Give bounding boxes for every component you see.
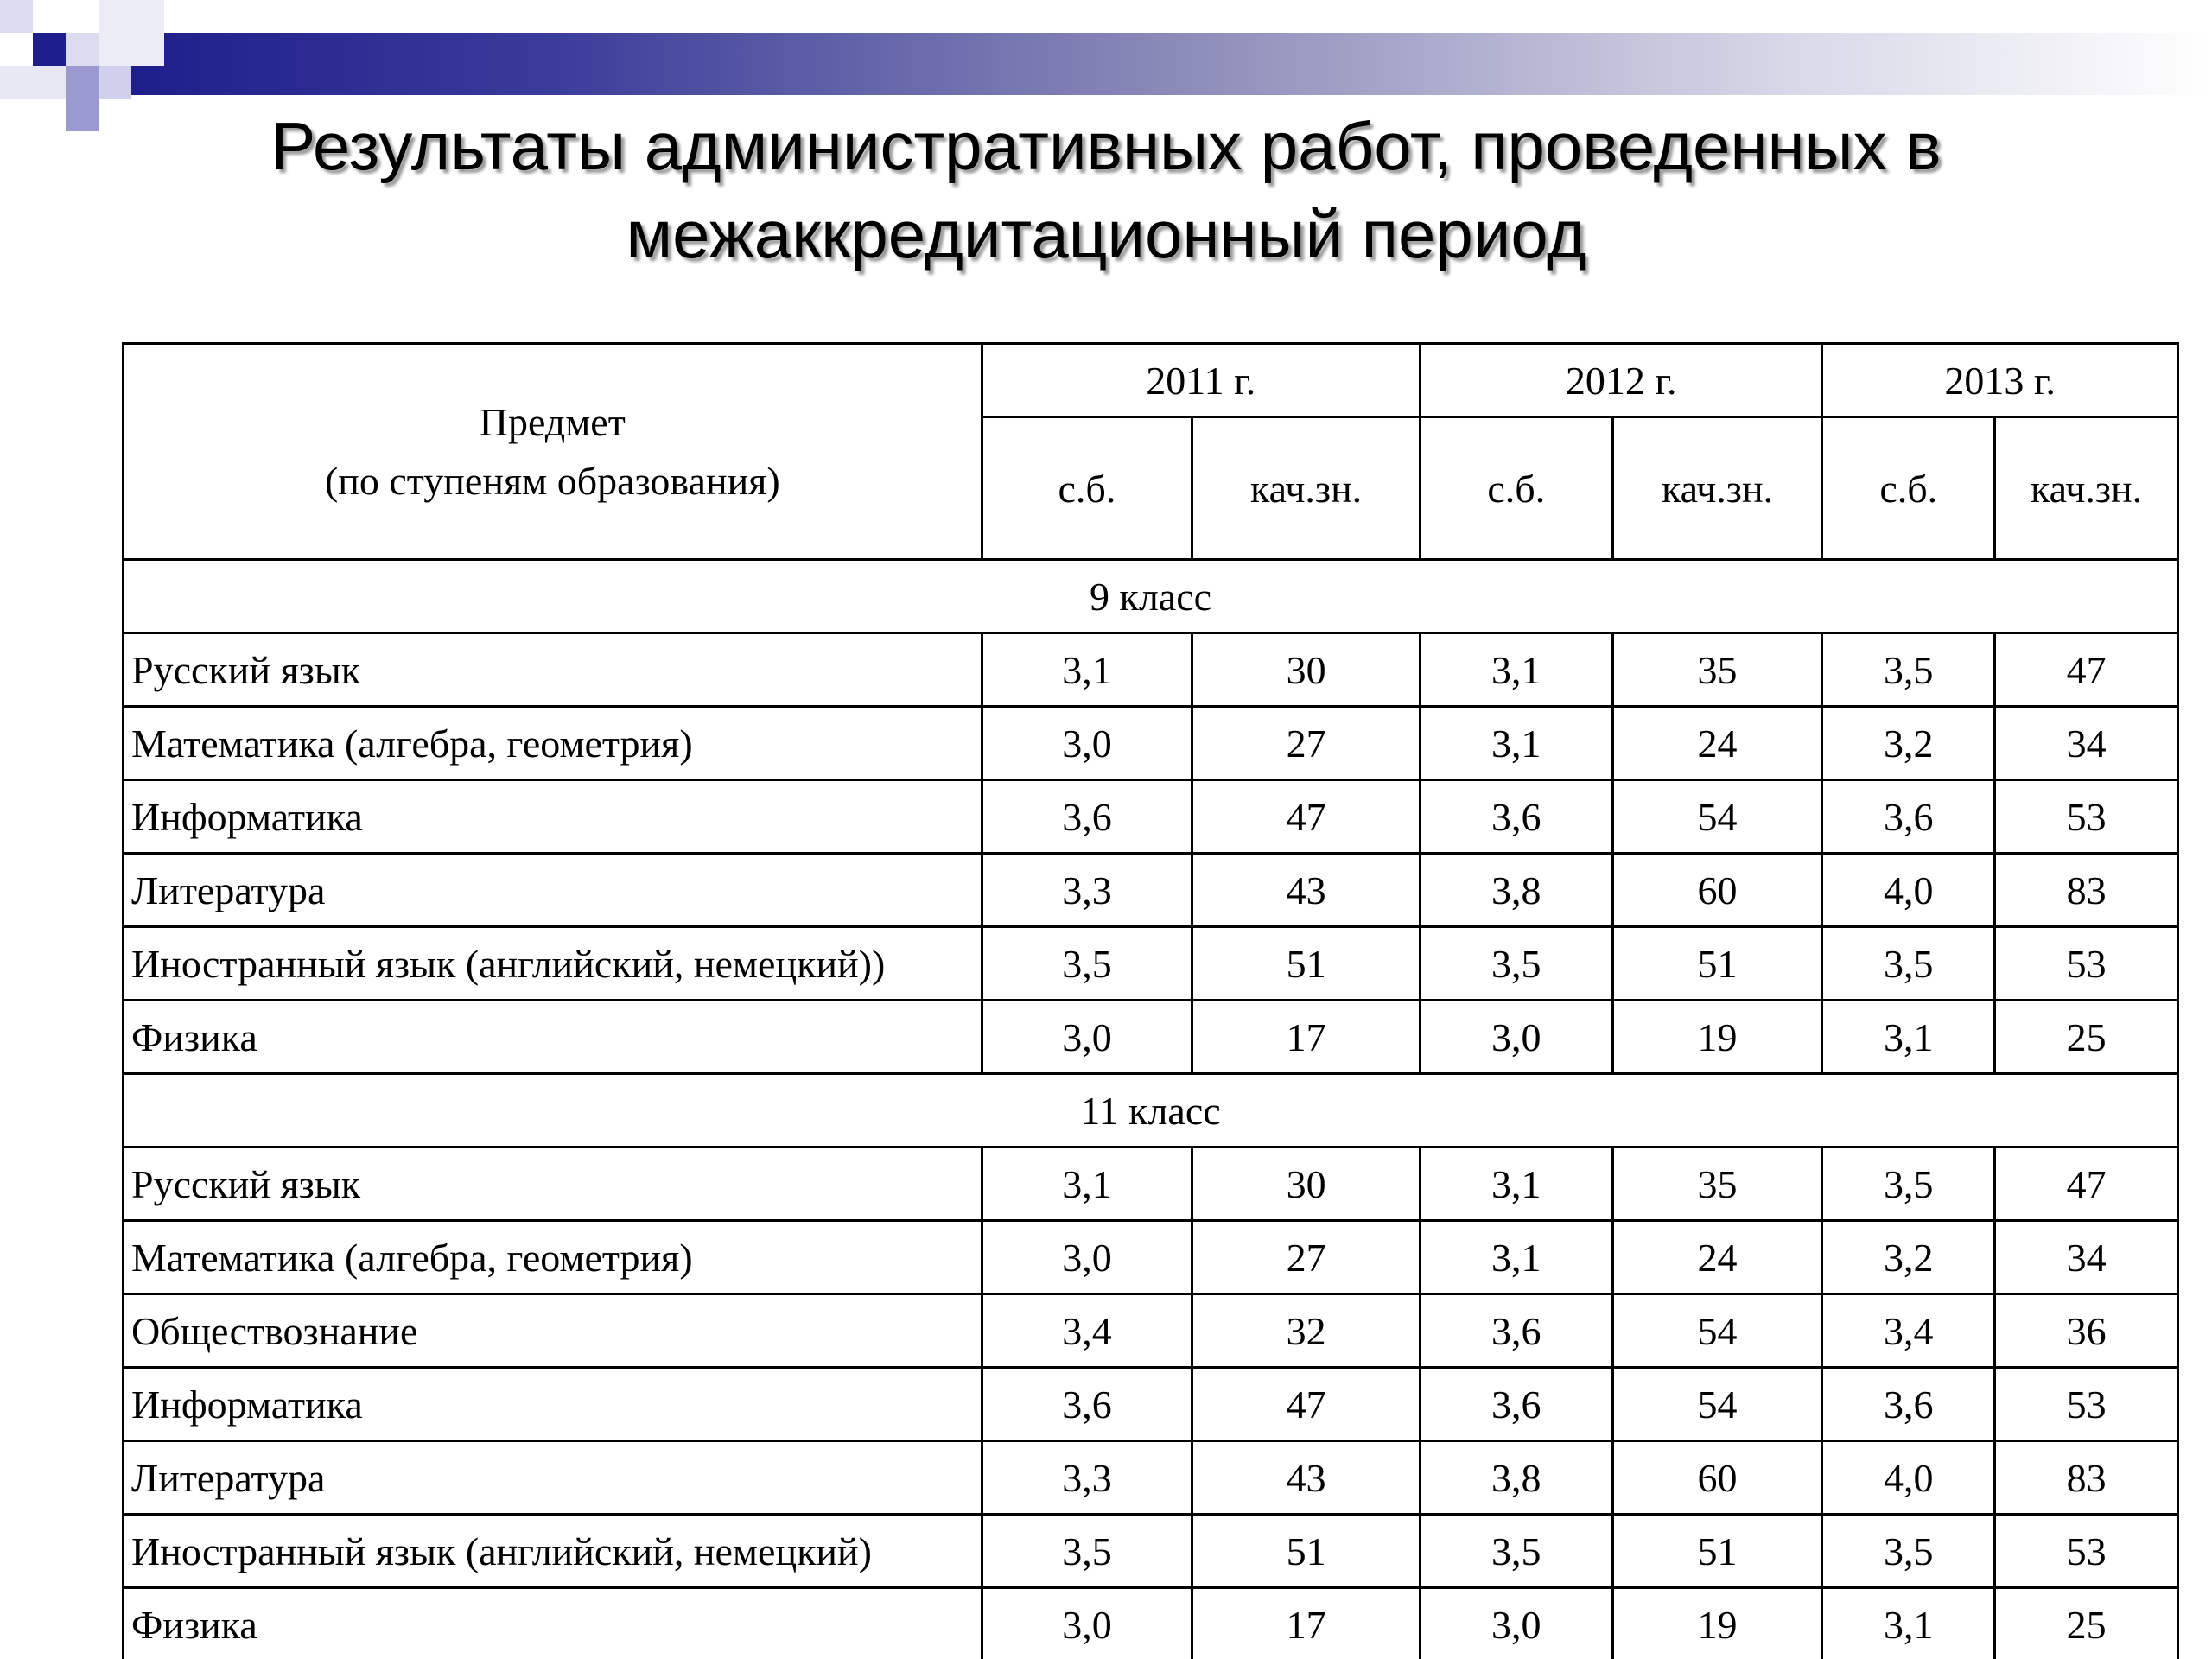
- sub-header-cell: с.б.: [982, 417, 1192, 560]
- value-cell: 47: [1192, 780, 1421, 854]
- value-cell: 3,4: [1822, 1294, 1995, 1368]
- value-cell: 19: [1612, 1588, 1822, 1659]
- value-cell: 25: [1995, 1001, 2178, 1074]
- subject-cell: Физика: [124, 1001, 982, 1074]
- value-cell: 3,6: [1420, 780, 1612, 854]
- value-cell: 3,5: [1420, 927, 1612, 1001]
- section-label: 11 класс: [124, 1074, 2178, 1147]
- value-cell: 3,6: [1822, 780, 1995, 854]
- value-cell: 3,2: [1822, 1221, 1995, 1294]
- subject-cell: Иностранный язык (английский, немецкий)): [124, 927, 982, 1001]
- value-cell: 3,1: [982, 633, 1192, 707]
- subject-cell: Литература: [124, 1441, 982, 1515]
- value-cell: 51: [1612, 1515, 1822, 1588]
- value-cell: 27: [1192, 1221, 1421, 1294]
- table-row: [124, 927, 2178, 1001]
- value-cell: 3,6: [1420, 1294, 1612, 1368]
- value-cell: 3,5: [1822, 927, 1995, 1001]
- table-row: [124, 1147, 2178, 1221]
- value-cell: 25: [1995, 1588, 2178, 1659]
- value-cell: 30: [1192, 1147, 1421, 1221]
- table-row: [124, 1515, 2178, 1588]
- value-cell: 17: [1192, 1588, 1421, 1659]
- value-cell: 3,6: [982, 780, 1192, 854]
- table-row: [124, 1368, 2178, 1441]
- value-cell: 3,5: [982, 927, 1192, 1001]
- value-cell: 4,0: [1822, 854, 1995, 927]
- value-cell: 47: [1995, 1147, 2178, 1221]
- section-label: 9 класс: [124, 560, 2178, 633]
- value-cell: 27: [1192, 707, 1421, 780]
- value-cell: 3,6: [1420, 1368, 1612, 1441]
- value-cell: 47: [1995, 633, 2178, 707]
- value-cell: 3,5: [1822, 633, 1995, 707]
- value-cell: 3,0: [982, 1221, 1192, 1294]
- value-cell: 30: [1192, 633, 1421, 707]
- subject-cell: Математика (алгебра, геометрия): [124, 1221, 982, 1294]
- value-cell: 35: [1612, 633, 1822, 707]
- sub-header-cell: кач.зн.: [1612, 417, 1822, 560]
- value-cell: 3,0: [982, 1001, 1192, 1074]
- subject-cell: Русский язык: [124, 633, 982, 707]
- header-decoration-band: [121, 33, 2212, 95]
- table-row: [124, 633, 2178, 707]
- value-cell: 3,1: [1420, 1221, 1612, 1294]
- sub-header-cell: с.б.: [1420, 417, 1612, 560]
- value-cell: 3,6: [1822, 1368, 1995, 1441]
- value-cell: 4,0: [1822, 1441, 1995, 1515]
- table-row: [124, 707, 2178, 780]
- subject-header-title: Предмет: [479, 399, 626, 444]
- value-cell: 3,0: [982, 1588, 1192, 1659]
- value-cell: 54: [1612, 780, 1822, 854]
- value-cell: 51: [1192, 1515, 1421, 1588]
- sub-header-cell: кач.зн.: [1192, 417, 1421, 560]
- value-cell: 24: [1612, 1221, 1822, 1294]
- subject-cell: Математика (алгебра, геометрия): [124, 707, 982, 780]
- subject-cell: Информатика: [124, 780, 982, 854]
- value-cell: 34: [1995, 1221, 2178, 1294]
- sub-header-cell: кач.зн.: [1995, 417, 2178, 560]
- value-cell: 3,1: [1420, 633, 1612, 707]
- subject-cell: Информатика: [124, 1368, 982, 1441]
- subject-cell: Иностранный язык (английский, немецкий): [124, 1515, 982, 1588]
- subject-cell: Обществознание: [124, 1294, 982, 1368]
- subject-header-subtitle: (по ступеням образования): [324, 458, 780, 503]
- table-row: [124, 1588, 2178, 1659]
- results-table: [122, 342, 2179, 1659]
- value-cell: 3,1: [1420, 707, 1612, 780]
- value-cell: 53: [1995, 1515, 2178, 1588]
- value-cell: 3,8: [1420, 854, 1612, 927]
- table-row: [124, 780, 2178, 854]
- year-header-2013: 2013 г.: [1822, 344, 2178, 417]
- value-cell: 83: [1995, 854, 2178, 927]
- value-cell: 53: [1995, 1368, 2178, 1441]
- table-row: [124, 1001, 2178, 1074]
- section-row: [124, 560, 2178, 633]
- value-cell: 17: [1192, 1001, 1421, 1074]
- subject-cell: Русский язык: [124, 1147, 982, 1221]
- value-cell: 3,3: [982, 854, 1192, 927]
- value-cell: 3,2: [1822, 707, 1995, 780]
- value-cell: 32: [1192, 1294, 1421, 1368]
- value-cell: 35: [1612, 1147, 1822, 1221]
- table-body: [124, 560, 2178, 1659]
- value-cell: 3,4: [982, 1294, 1192, 1368]
- value-cell: 3,1: [1420, 1147, 1612, 1221]
- value-cell: 54: [1612, 1294, 1822, 1368]
- value-cell: 24: [1612, 707, 1822, 780]
- value-cell: 51: [1192, 927, 1421, 1001]
- value-cell: 54: [1612, 1368, 1822, 1441]
- value-cell: 3,5: [1420, 1515, 1612, 1588]
- value-cell: 3,3: [982, 1441, 1192, 1515]
- value-cell: 3,5: [1822, 1515, 1995, 1588]
- value-cell: 3,0: [1420, 1588, 1612, 1659]
- value-cell: 3,0: [1420, 1001, 1612, 1074]
- value-cell: 51: [1612, 927, 1822, 1001]
- subject-cell: Литература: [124, 854, 982, 927]
- value-cell: 43: [1192, 854, 1421, 927]
- subject-cell: Физика: [124, 1588, 982, 1659]
- value-cell: 83: [1995, 1441, 2178, 1515]
- value-cell: 19: [1612, 1001, 1822, 1074]
- year-header-2011: 2011 г.: [982, 344, 1420, 417]
- value-cell: 36: [1995, 1294, 2178, 1368]
- year-header-2012: 2012 г.: [1420, 344, 1821, 417]
- value-cell: 43: [1192, 1441, 1421, 1515]
- value-cell: 53: [1995, 927, 2178, 1001]
- value-cell: 3,1: [1822, 1588, 1995, 1659]
- page-title: Результаты административных работ, проведенных в межаккредитационный период: [270, 108, 1942, 272]
- table-row: [124, 854, 2178, 927]
- value-cell: 47: [1192, 1368, 1421, 1441]
- table-row: [124, 1441, 2178, 1515]
- section-row: [124, 1074, 2178, 1147]
- value-cell: 53: [1995, 780, 2178, 854]
- value-cell: 3,6: [982, 1368, 1192, 1441]
- value-cell: 60: [1612, 854, 1822, 927]
- value-cell: 3,1: [1822, 1001, 1995, 1074]
- value-cell: 3,8: [1420, 1441, 1612, 1515]
- value-cell: 60: [1612, 1441, 1822, 1515]
- value-cell: 3,0: [982, 707, 1192, 780]
- table-row: [124, 1294, 2178, 1368]
- sub-header-cell: с.б.: [1822, 417, 1995, 560]
- value-cell: 34: [1995, 707, 2178, 780]
- table-row: [124, 1221, 2178, 1294]
- value-cell: 3,5: [982, 1515, 1192, 1588]
- value-cell: 3,5: [1822, 1147, 1995, 1221]
- value-cell: 3,1: [982, 1147, 1192, 1221]
- subject-column-header: [124, 344, 982, 560]
